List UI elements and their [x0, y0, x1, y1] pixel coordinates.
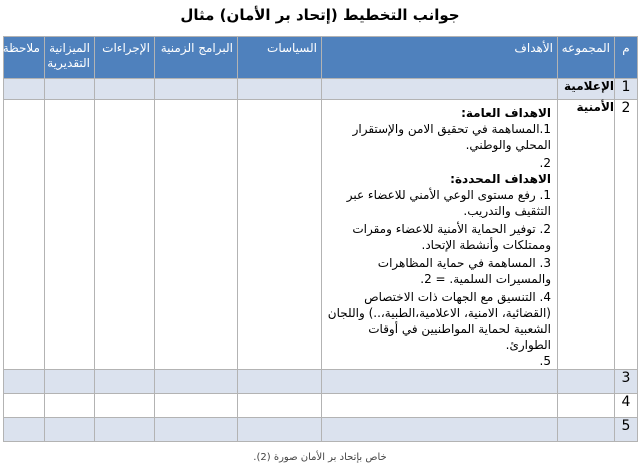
- goals-cell: [322, 79, 558, 100]
- policies-cell: [238, 100, 322, 370]
- column-header-timeline: البرامج الزمنية: [155, 37, 238, 79]
- budget-cell: [45, 394, 95, 418]
- table-row: [4, 100, 638, 370]
- notes-cell: [4, 79, 45, 100]
- general-goals-heading: الاهداف العامة:: [461, 106, 551, 120]
- column-header-policies: السياسات: [238, 37, 322, 79]
- row-group: الإعلامية: [558, 79, 615, 100]
- goals-cell: [322, 100, 558, 370]
- goal-item: 4. التنسيق مع الجهات ذات الاختصاص (القضائية، الامنية، الاعلامية،الطبية،..) واللجان الشعبية لحماية المواطنيين في أوقات الطوارئ.: [327, 290, 551, 352]
- timeline-cell: [155, 418, 238, 442]
- table-header-row: [4, 37, 638, 79]
- procedures-cell: [95, 100, 155, 370]
- column-header-notes: ملاحظة: [4, 37, 45, 79]
- table-row: [4, 79, 638, 100]
- goals-cell: [322, 370, 558, 394]
- procedures-cell: [95, 394, 155, 418]
- timeline-cell: [155, 370, 238, 394]
- row-group: [558, 394, 615, 418]
- row-group: [558, 370, 615, 394]
- page-title: جوانب التخطيط (إتحاد بر الأمان) مثال: [180, 6, 460, 24]
- goal-item: 5.: [539, 354, 551, 368]
- row-group: [558, 418, 615, 442]
- goals-cell: [322, 394, 558, 418]
- row-number: 4: [615, 394, 638, 418]
- budget-cell: [45, 100, 95, 370]
- notes-cell: [4, 370, 45, 394]
- goal-item: 1.المساهمة في تحقيق الامن والإستقرار المحلي والوطني.: [352, 122, 551, 152]
- column-header-budget: الميزانية التقديرية: [45, 37, 95, 79]
- goal-item: 1. رفع مستوى الوعي الأمني للاعضاء عبر التثقيف والتدريب.: [346, 188, 551, 218]
- policies-cell: [238, 370, 322, 394]
- goals-cell: [322, 418, 558, 442]
- row-number: 1: [615, 79, 638, 100]
- policies-cell: [238, 418, 322, 442]
- budget-cell: [45, 370, 95, 394]
- procedures-cell: [95, 370, 155, 394]
- timeline-cell: [155, 100, 238, 370]
- footer-note: خاص بإتحاد بر الأمان صورة (2).: [253, 452, 387, 463]
- row-number: 5: [615, 418, 638, 442]
- procedures-cell: [95, 418, 155, 442]
- security-goals: [322, 100, 557, 369]
- column-header-group: المجموعه: [558, 37, 615, 79]
- table-row: [4, 418, 638, 442]
- timeline-cell: [155, 79, 238, 100]
- procedures-cell: [95, 79, 155, 100]
- goal-item: 3. المساهمة في حماية المظاهرات والمسيرات السلمية. = 2.: [377, 256, 551, 286]
- timeline-cell: [155, 394, 238, 418]
- goal-item: 2.: [539, 156, 551, 170]
- policies-cell: [238, 79, 322, 100]
- budget-cell: [45, 418, 95, 442]
- notes-cell: [4, 100, 45, 370]
- specific-goals-heading: الاهداف المحددة:: [450, 172, 551, 186]
- policies-cell: [238, 394, 322, 418]
- column-header-procedures: الإجراءات: [95, 37, 155, 79]
- row-number: 3: [615, 370, 638, 394]
- column-header-goals: الأهداف: [322, 37, 558, 79]
- row-group: الأمنية: [558, 100, 615, 370]
- table-row: [4, 370, 638, 394]
- notes-cell: [4, 394, 45, 418]
- budget-cell: [45, 79, 95, 100]
- planning-table: [3, 36, 638, 442]
- row-number: 2: [615, 100, 638, 370]
- goal-item: 2. توفير الحماية الأمنية للاعضاء ومقرات وممتلكات وأنشطة الإتحاد.: [352, 222, 551, 252]
- table-row: [4, 394, 638, 418]
- notes-cell: [4, 418, 45, 442]
- column-header-number: م: [615, 37, 638, 79]
